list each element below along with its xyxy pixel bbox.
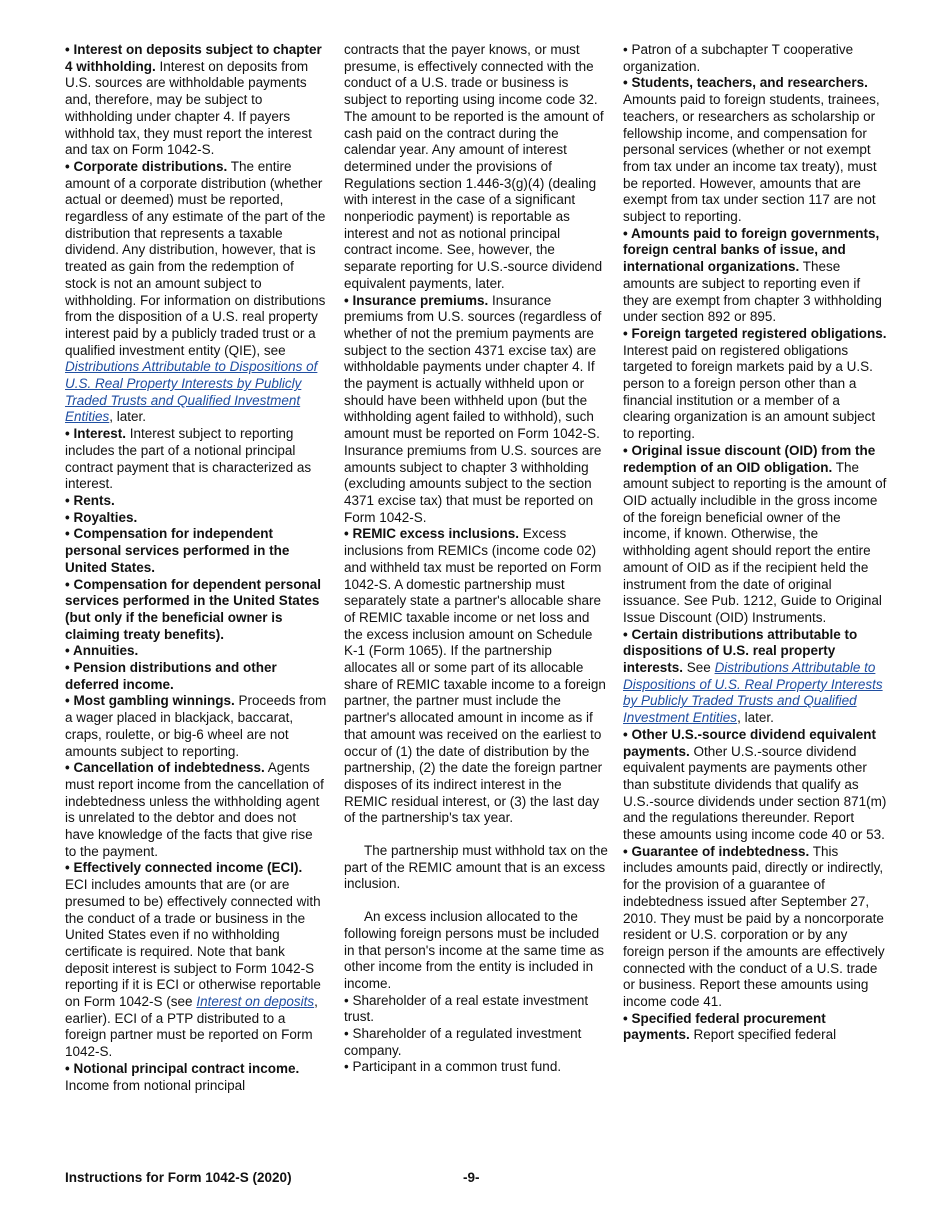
column-middle [344, 42, 608, 1076]
list-item-ric: • Shareholder of a regulated investment company. [344, 1026, 582, 1058]
para-cancellation: • Cancellation of indebtedness. Agents must report income from the cancellation of indebtedness unless the withholding agent is unrelated to the debtor and does not have knowledge of the facts that give rise to the payment. [65, 760, 324, 859]
para-procurement: • Specified federal procurement payments. Report specified federal [623, 1010, 837, 1043]
para-partnership-withhold: The partnership must withhold tax on the part of the REMIC amount that is an excess inclusion. [344, 843, 608, 892]
para-certain-distributions: • Certain distributions attributable to dispositions of U.S. real property interests. See Distributions Attributable to Dispositions of U.S. Real Property Interests by Publicly Traded Trusts and Qualified Investment Entities, later. [623, 626, 883, 726]
para-guarantee: • Guarantee of indebtedness. This includes amounts paid, directly or indirectly, for the provision of a guarantee of indebtedness issued after September 27, 2010. They must be paid by a noncorporate resident or U.S. corporation or by any foreign person if the amounts are effectively connected with the conduct of a U.S. trade or business. Report these amounts using income code 41. [623, 843, 885, 1010]
para-oid: • Original issue discount (OID) from the redemption of an OID obligation. The amount subject to reporting is the amount of OID actually includible in the gross income of the foreign beneficial owner of the income, if known. Otherwise, the withholding agent should report the entire amount of OID as if the recipient held the instrument from the date of original issuance. See Pub. 1212, Guide to Original Issue Discount (OID) Instruments. [623, 442, 887, 625]
para-annuities: • Annuities. [65, 643, 139, 659]
page-number: -9- [463, 1170, 480, 1185]
column-left [65, 42, 327, 1094]
spacer [344, 827, 608, 843]
para-royalties: • Royalties. [65, 509, 138, 525]
para-foreign-targeted: • Foreign targeted registered obligations. Interest paid on registered obligations targeted to foreign markets paid by a U.S. person to a foreign person other than a financial institution or a member of a clearing organization is an amount subject to reporting. [623, 325, 887, 442]
link-distributions-attributable[interactable]: Distributions Attributable to Dispositions of U.S. Real Property Interests by Publicly Traded Trusts and Qualified Investment Entities [65, 359, 318, 425]
para-foreign-governments: • Amounts paid to foreign governments, foreign central banks of issue, and international organizations. These amounts are subject to reporting even if they are exempt from chapter 3 withholding under section 892 or 895. [623, 225, 882, 325]
para-pension: • Pension distributions and other deferred income. [65, 660, 277, 692]
para-rents: • Rents. [65, 492, 115, 508]
para-eci: • Effectively connected income (ECI). ECI includes amounts that are (or are presumed to be) effectively connected with the conduct of a trade or business in the United States even if no withholding certificate is required. Note that bank deposit interest is subject to Form 1042-S reporting if it is ECI or otherwise reportable on Form 1042-S (see Interest on deposits, earlier). ECI of a PTP distributed to a foreign partner must be reported on Form 1042-S. [65, 860, 321, 1060]
spacer [344, 893, 608, 909]
para-interest-on-deposits: • Interest on deposits subject to chapter 4 withholding. Interest on deposits from U.S. sources are withholdable payments and, therefore, may be subject to withholding under chapter 4. If payers withhold tax, they must report the interest and tax on Form 1042-S. [65, 42, 322, 158]
link-interest-on-deposits[interactable]: Interest on deposits [196, 994, 315, 1010]
footer-title: Instructions for Form 1042-S (2020) [65, 1170, 292, 1185]
para-interest: • Interest. Interest subject to reporting includes the part of a notional principal contract payment that is characterized as interest. [65, 426, 312, 492]
para-insurance-premiums: • Insurance premiums. Insurance premiums from U.S. sources (regardless of whether of not the premium payments are subject to the section 4371 excise tax) are withholdable payments under chapter 4. If the payment is actually withheld upon or should have been withheld upon (but the withholding agent failed to withhold), such amount must be reported on Form 1042-S. Insurance premiums from U.S. sources are amounts subject to chapter 3 withholding (excluding amounts subject to the section 4371 excise tax) that must be reported on Form 1042-S. [344, 292, 602, 525]
para-notional-continued: contracts that the payer knows, or must presume, is effectively connected with the conduct of a U.S. trade or business is subject to reporting using income code 32. The amount to be reported is the amount of cash paid on the contract during the calendar year. Any amount of interest determined under the provisions of Regulations section 1.446-3(g)(4) (dealing with interest in the case of a significant nonperiodic payment) is reportable as interest and not as notional principal contract income. See, however, the separate reporting for U.S.-source dividend equivalent payments, later. [344, 42, 604, 291]
list-item-common-trust: • Participant in a common trust fund. [344, 1059, 562, 1075]
para-remic: • REMIC excess inclusions. Excess inclusions from REMICs (income code 02) and withheld tax must be reported on Form 1042-S. A domestic partnership must separately state a partner's allocable share of REMIC taxable income or net loss and the excess inclusion amount on Schedule K-1 (Form 1065). If the partnership allocates all or some part of its allocable share of REMIC taxable income to a foreign partner, the partner must include the partner's allocated amount in income as if that amount was received on the earliest to occur of (1) the date of distribution by the partnership, (2) the date the foreign partner disposes of its indirect interest in the REMIC residual interest, or (3) the last day of the partnership's tax year. [344, 526, 606, 826]
para-excess-inclusion: An excess inclusion allocated to the following foreign persons must be included in that person's income at the same time as other income from the entity is included in income. [344, 909, 604, 991]
list-item-patron: • Patron of a subchapter T cooperative organization. [623, 42, 854, 74]
link-distributions-attributable-2[interactable]: Distributions Attributable to Dispositions of U.S. Real Property Interests by Publicly Traded Trusts and Qualified Investment Entities [623, 660, 883, 726]
column-right [623, 42, 887, 1044]
para-independent-services: • Compensation for independent personal services performed in the United States. [65, 526, 290, 575]
para-dividend-equivalent: • Other U.S.-source dividend equivalent payments. Other U.S.-source dividend equivalent payments are payments other than substitute dividends that qualify as U.S.-source dividends under section 871(m) and the regulations thereunder. Report these amounts using income code 40 or 53. [623, 726, 887, 843]
para-students: • Students, teachers, and researchers. Amounts paid to foreign students, trainees, teachers, or researchers as scholarship or fellowship income, and compensation for personal services (whether or not exempt from tax under an income tax treaty), must be reported. However, amounts that are exempt from tax under section 117 are not subject to reporting. [623, 75, 880, 225]
list-item-reit: • Shareholder of a real estate investment trust. [344, 992, 589, 1025]
para-dependent-services: • Compensation for dependent personal services performed in the United States (but only if the beneficial owner is claiming treaty benefits). [65, 576, 321, 642]
para-notional-principal: • Notional principal contract income. Income from notional principal [65, 1060, 300, 1093]
para-gambling: • Most gambling winnings. Proceeds from a wager placed in blackjack, baccarat, craps, roulette, or big-6 wheel are not amounts subject to reporting. [65, 693, 327, 759]
para-corporate-distributions: • Corporate distributions. The entire amount of a corporate distribution (whether actual or deemed) must be reported, regardless of any estimate of the part of the distribution that represents a taxable dividend. Any distribution, however, that is treated as gain from the redemption of stock is not an amount subject to withholding. For information on distributions from the disposition of a U.S. real property interest paid by a publicly traded trust or a qualified investment entity (QIE), see Distributions Attributable to Dispositions of U.S. Real Property Interests by Publicly Traded Trusts and Qualified Investment Entities, later. [65, 158, 326, 425]
